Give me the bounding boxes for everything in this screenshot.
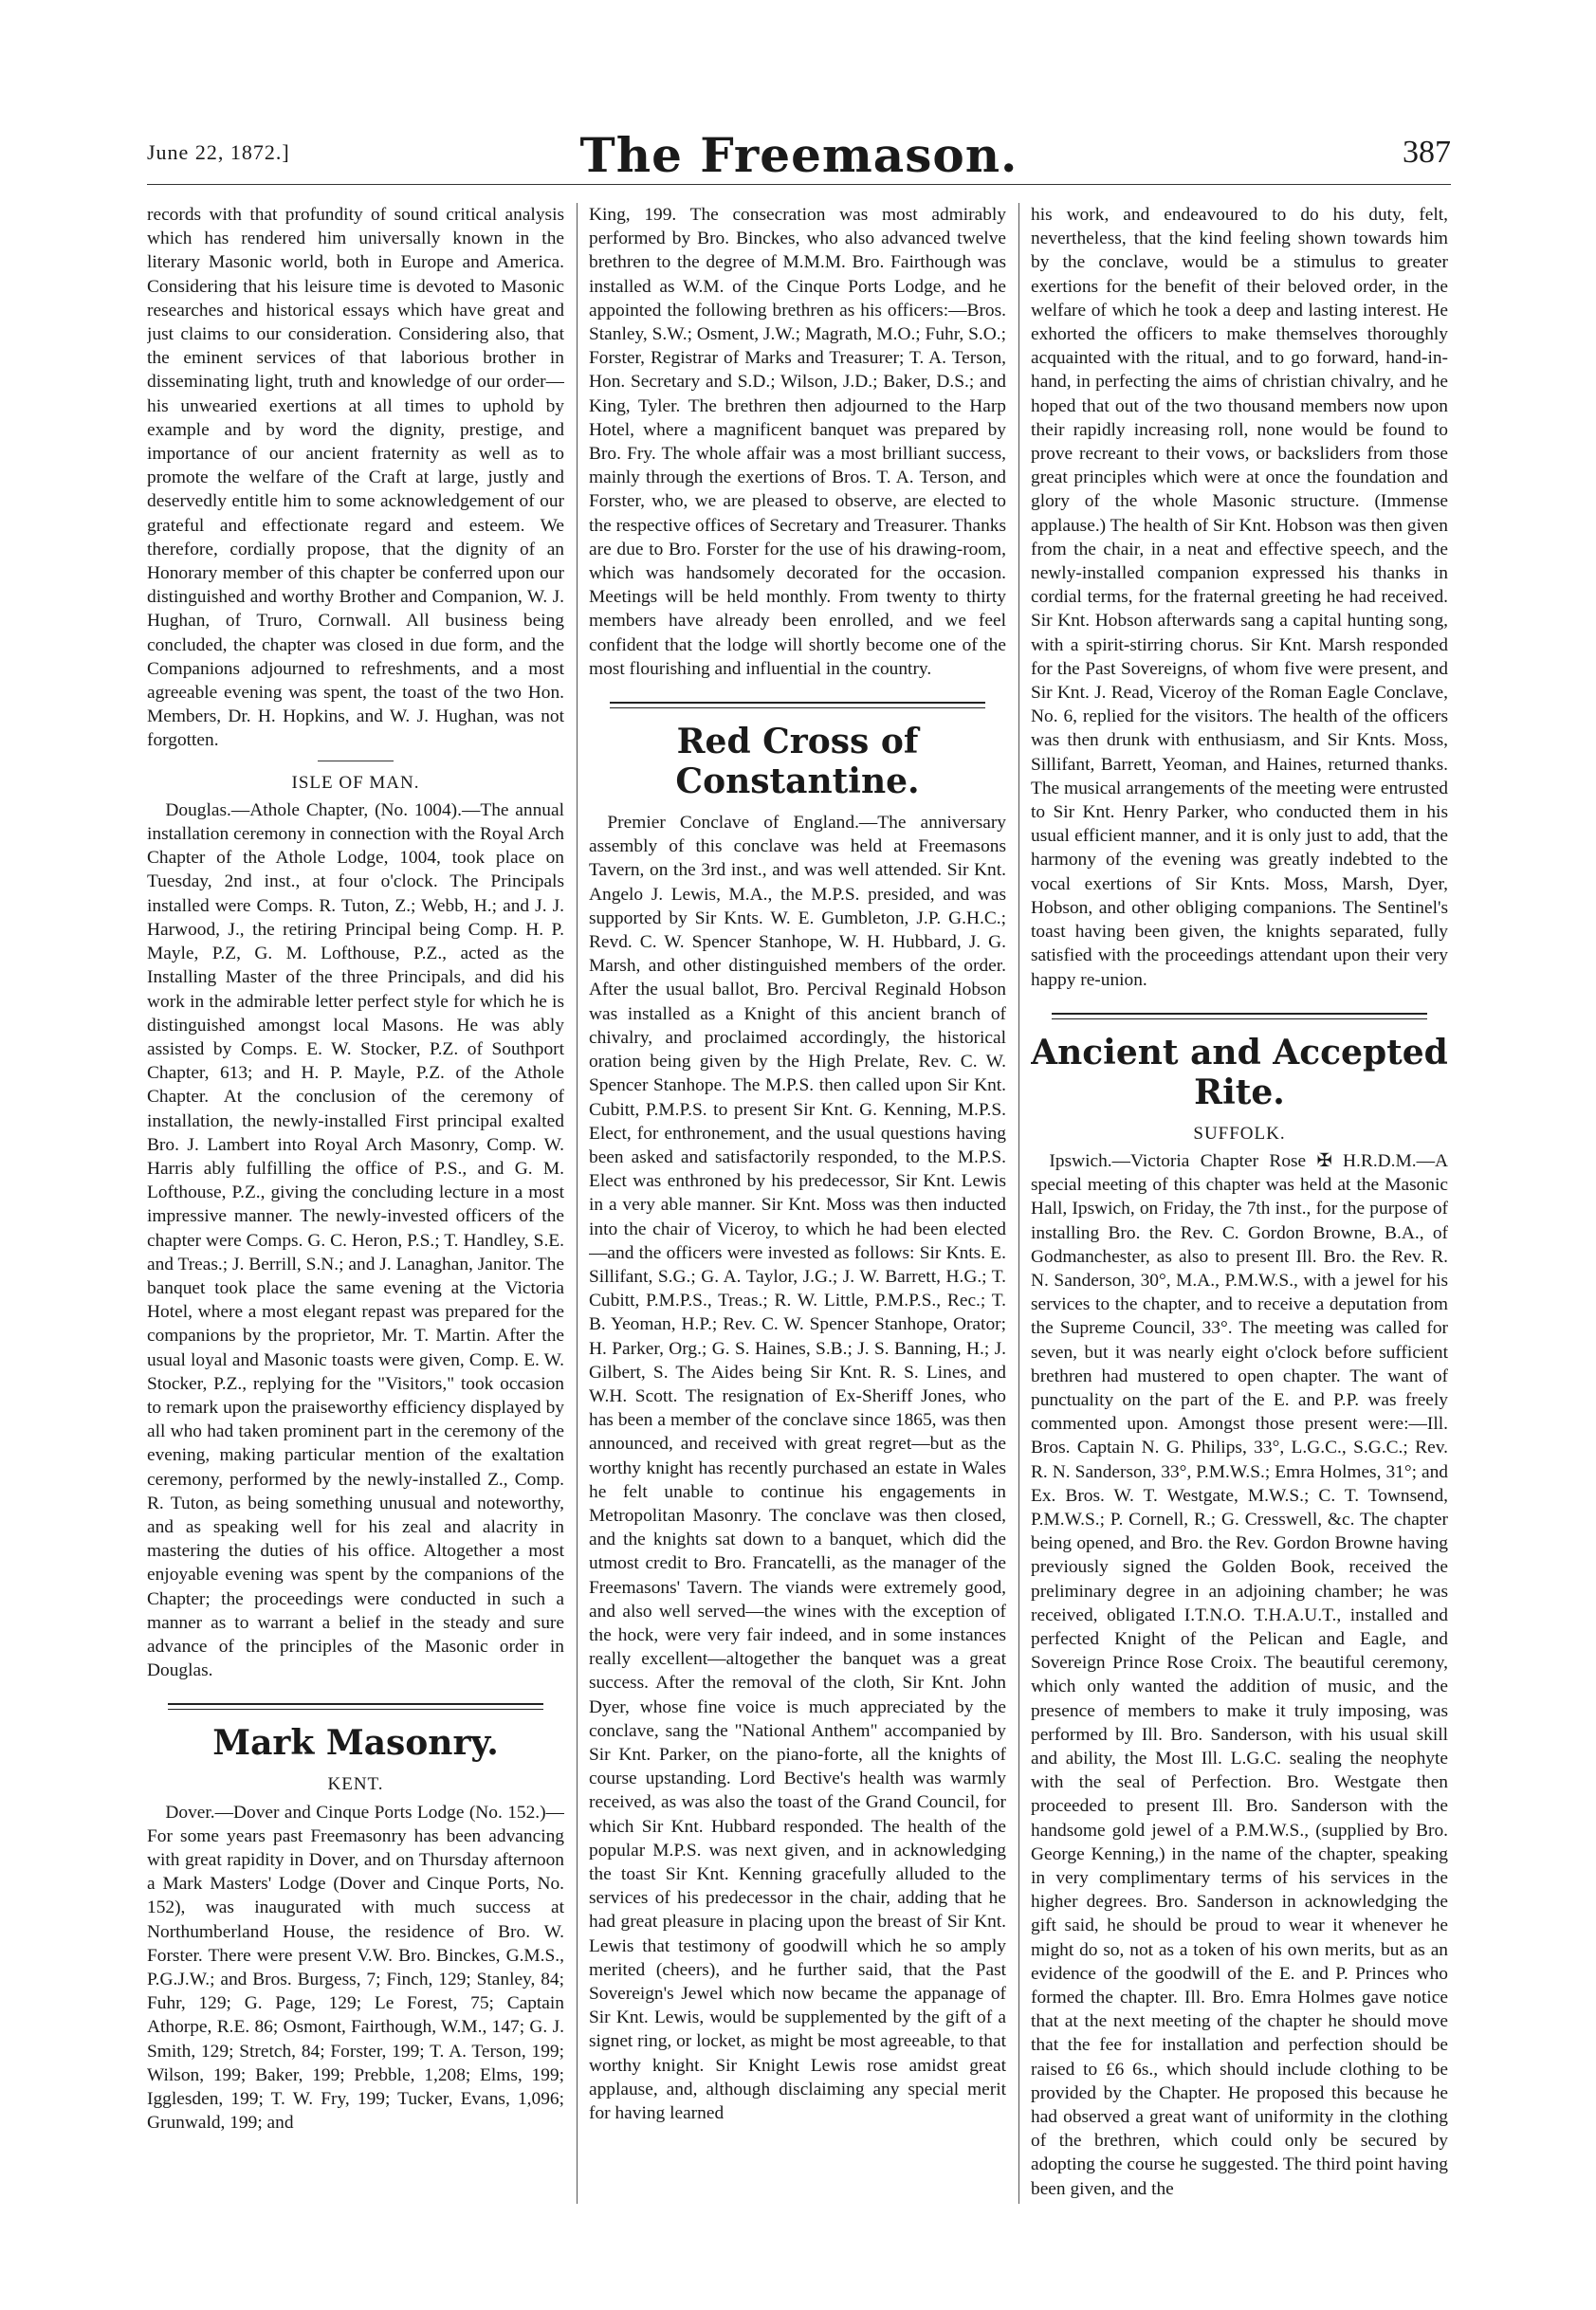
section-divider (610, 702, 985, 704)
isle-of-man-report: Douglas.—Athole Chapter, (No. 1004).—The annual installation ceremony in connection with the Royal Arch Chapter of the Athole Lodge, 1004, took place on Tuesday, 2nd inst., at four o'clock. The Principals installed were Comps. R. Tuton, Z.; Webb, H.; and J. J. Harwood, J., the retiring Principal being Comp. H. P. Mayle, P.Z, G. M. Lofthouse, P.Z., acted as the Installing Master of the three Principals, and did his work in the admirable letter perfect style for which he is distinguished amongst local Masons. He was ably assisted by Comps. E. W. Stocker, P.Z. of Southport Chapter, 613; and H. P. Mayle, P.Z. of the Athole Chapter. At the conclusion of the ceremony of installation, the newly-installed First principal exalted Bro. J. Lambert into Royal Arch Masonry, Comp. W. Harris ably fulfilling the office of P.S., and G. M. Lofthouse, P.Z., giving the concluding lecture in a most impressive manner. The newly-invested officers of the chapter were Comps. G. C. Heron, P.S.; T. Handley, S.E. and Treas.; J. Berrill, S.N.; and J. Lanaghan, Janitor. The banquet took place the same evening at the Victoria Hotel, where a most elegant repast was prepared for the companions by the proprietor, Mr. T. Martin. After the usual loyal and Masonic toasts were given, Comp. E. W. Stocker, P.Z., replying for the "Visitors," took occasion to remark upon the praiseworthy efficiency displayed by all who had taken prominent part in the ceremony of the evening, making particular mention of the exaltation ceremony, performed by the newly-installed Z., Comp. R. Tuton, as being something unusual and noteworthy, and as speaking well for his zeal and alacrity in mastering the duties of his office. Altogether a most enjoyable evening was spent by the companions of the Chapter; the proceedings were conducted in such a manner as to warrant a belief in the steady and sure advance of the principles of the Masonic order in Douglas. (147, 799, 564, 1681)
column-1 (147, 203, 564, 2204)
section-subheading-isle-of-man: ISLE OF MAN. (291, 772, 420, 793)
section-divider (610, 707, 985, 708)
column-separator (1018, 203, 1019, 2204)
section-heading-mark-masonry: Mark Masonry. (212, 1723, 499, 1764)
column-separator (577, 203, 578, 2204)
article-continuation: his work, and endeavoured to do his duty, felt, nevertheless, that the kind feeling shown towards him by the conclave, would be a stimulus to greater exertions for the benefit of their beloved order, in the welfare of which he took a deep and lasting interest. He exhorted the officers to make themselves thoroughly acquainted with the ritual, and to go forward, hand-in-hand, in perfecting the aims of christian chivalry, and he hoped that out of the two thousand members now upon their rapidly increasing roll, none would be found to prove recreant to their vows, or backsliders from those great principles which were at once the foundation and glory of the whole Masonic structure. (Immense applause.) The health of Sir Knt. Hobson was then given from the chair, in a neat and effective speech, and the newly-installed companion expressed his thanks in cordial terms, for the fraternal greeting he had received. Sir Knt. Hobson afterwards sang a capital hunting song, with a spirit-stirring chorus. Sir Knt. Marsh responded for the Past Sovereigns, of whom five were present, and Sir Knt. J. Read, Viceroy of the Roman Eagle Conclave, No. 6, replied for the visitors. The health of the officers was then drunk with enthusiasm, and Sir Knts. Moss, Sillifant, Barrett, Yeoman, and Haines, returned thanks. The musical arrangements of the meeting were entrusted to Sir Knt. Henry Parker, who conducted them in his usual efficient manner, and it is only just to add, that the harmony of the evening was greatly indebted to the vocal exertions of Sir Knts. Moss, Marsh, Dyer, Hobson, and other obliging companions. The Sentinel's toast having been given, the knights separated, fully satisfied with the proceedings attendant upon their very happy re-union. (1031, 205, 1448, 990)
issue-date: June 22, 1872.] (147, 140, 290, 164)
section-subheading-kent: KENT. (327, 1774, 384, 1795)
page-number: 387 (1403, 135, 1451, 170)
column-2 (589, 203, 1006, 2204)
header-rule (147, 184, 1451, 185)
article-continuation: records with that profundity of sound critical analysis which has rendered him universally known in the literary Masonic world, both in Europe and America. Considering that his leisure time is devoted to Masonic researches and historical essays which have great and just claims to our consideration. Considering also, that the eminent services of that laborious brother in disseminating light, truth and knowledge of our order—his unwearied exertions at all times to uphold by example and by word the dignity, prestige, and importance of our ancient fraternity as well as to promote the welfare of the Craft at large, justly and deservedly entitle him to some acknowledgement of our grateful and effectionate regard and esteem. We therefore, cordially propose, that the dignity of an Honorary member of this chapter be conferred upon our distinguished and worthy Brother and Companion, W. J. Hughan, of Truro, Cornwall. All business being concluded, the chapter was closed in due form, and the Companions adjourned to refreshments, and a most agreeable evening was spent, the toast of the two Hon. Members, Dr. H. Hopkins, and W. J. Hughan, was not forgotten. (147, 205, 564, 751)
section-heading-red-cross: Red Cross of Constantine. (675, 722, 920, 802)
section-divider (1052, 1013, 1427, 1015)
kent-report: Dover.—Dover and Cinque Ports Lodge (No. 152.)—For some years past Freemasonry has been advancing with great rapidity in Dover, and on Thursday afternoon a Mark Masters' Lodge (Dover and Cinque Ports, No. 152), was inaugurated with much success at Northumberland House, the residence of Bro. W. Forster. There were present V.W. Bro. Binckes, G.M.S., P.G.J.W.; and Bros. Burgess, 7; Finch, 129; Stanley, 84; Fuhr, 129; G. Page, 129; Le Forest, 75; Captain Athorpe, R.E. 86; Osmont, Fairthough, W.M., 147; G. J. Smith, 129; Stretch, 84; Forster, 199; T. A. Terson, 199; Wilson, 199; Baker, 199; Prebble, 1,208; Elms, 199; Igglesden, 199; T. W. Fry, 199; Tucker, Evans, 1,096; Grunwald, 199; and (147, 1802, 564, 2134)
suffolk-report: Ipswich.—Victoria Chapter Rose ✠ H.R.D.M.—A special meeting of this chapter was held at the Masonic Hall, Ipswich, on Friday, the 7th inst., for the purpose of installing Bro. the Rev. C. Gordon Browne, B.A., of Godmanchester, as also to present Ill. Bro. the Rev. R. N. Sanderson, 30°, M.A., P.M.W.S., with a jewel for his services to the chapter, and to receive a deputation from the Supreme Council, 33°. The meeting was called for seven, but it was nearly eight o'clock before sufficient brethren had mustered to open chapter. The want of punctuality on the part of the E. and P.P. was freely commented upon. Amongst those present were:—Ill. Bros. Captain N. G. Philips, 33°, L.G.C., S.G.C.; Rev. R. N. Sanderson, 33°, P.M.W.S.; Emra Holmes, 31°; and Ex. Bros. W. T. Westgate, M.W.S.; C. T. Townsend, P.M.W.S.; P. Cornell, R.; G. Cresswell, &c. The chapter being opened, and Bro. the Rev. Gordon Browne having previously signed the Golden Book, received the preliminary degree in an adjoining chamber; he was received, obligated I.T.N.O. T.H.A.U.T., installed and perfected Knight of the Pelican and Eagle, and Sovereign Prince Rose Croix. The beautiful ceremony, which only wanted the addition of music, and the presence of members to make it truly imposing, was performed by Ill. Bro. Sanderson, with his usual skill and ability, the Most Ill. L.G.C. sealing the neophyte with the seal of Perfection. Bro. Westgate then proceeded to present Ill. Bro. Sanderson with the handsome gold jewel of a P.M.W.S., (supplied by Bro. George Kenning,) in the name of the chapter, speaking in very complimentary terms of his services in the higher degrees. Bro. Sanderson in acknowledging the gift said, he should be proud to wear it whenever he might do so, not as a token of his own merits, but as an evidence of the goodwill of the E. and P. Princes who formed the chapter. Ill. Bro. Emra Holmes gave notice that at the next meeting of the chapter he should move that the fee for installation and perfection should be raised to £6 6s., which should include clothing to be provided by the Chapter. He proposed this because he had observed a great want of uniformity in the clothing of the brethren, which could only be secured by adopting the course he suggested. The third point having been given, and the (1031, 1150, 1448, 2199)
article-continuation: King, 199. The consecration was most admirably performed by Bro. Binckes, who also advanced twelve brethren to the degree of M.M.M. Bro. Fairthough was installed as W.M. of the Cinque Ports Lodge, and he appointed the following brethren as his officers:—Bros. Stanley, S.W.; Osment, J.W.; Magrath, M.O.; Fuhr, S.O.; Forster, Registrar of Marks and Treasurer; T. A. Terson, Hon. Secretary and S.D.; Wilson, J.D.; Baker, D.S.; and King, Tyler. The brethren then adjourned to the Harp Hotel, where a magnificent banquet was prepared by Bro. Fry. The whole affair was a most brilliant success, mainly through the exertions of Bros. T. A. Terson, and Forster, who, we are pleased to observe, are elected to the respective offices of Secretary and Treasurer. Thanks are due to Bro. Forster for the use of his drawing-room, which was handsomely decorated for the occasion. Meetings will be held monthly. From twenty to thirty members have already been enrolled, and we feel confident that the lodge will shortly become one of the most flourishing and influential in the country. (589, 205, 1006, 679)
column-3 (1031, 203, 1448, 2204)
masthead-title: The Freemason. (579, 127, 1018, 183)
section-heading-ancient-accepted-rite: Ancient and Accepted Rite. (1031, 1032, 1448, 1112)
premier-conclave-report: Premier Conclave of England.—The anniversary assembly of this conclave was held at Freemasons Tavern, on the 3rd inst., and was well attended. Sir Knt. Angelo J. Lewis, M.A., the M.P.S. presided, and was supported by Sir Knts. W. E. Gumbleton, J.P. G.H.C.; Revd. C. W. Spencer Stanhope, W. H. Hubbard, J. G. Marsh, and other distinguished members of the order. After the usual ballot, Bro. Percival Reginald Hobson was installed as a Knight of this ancient branch of chivalry, and proclaimed accordingly, the historical oration being given by the High Prelate, Rev. C. W. Spencer Stanhope. The M.P.S. then called upon Sir Knt. Cubitt, P.M.P.S. to present Sir Knt. G. Kenning, M.P.S. Elect, for enthronement, and the usual questions having been asked and satisfactorily responded, to the M.P.S. Elect was enthroned by his predecessor, Sir Knt. Lewis in a very able manner. Sir Knt. Moss was then inducted into the chair of Viceroy, to which he had been elected—and the officers were invested as follows: Sir Knts. E. Sillifant, S.G.; G. A. Taylor, J.G.; J. W. Barrett, H.G.; T. Cubitt, P.M.P.S., Treas.; R. W. Little, P.M.P.S., Rec.; T. B. Yeoman, H.P.; Rev. C. W. Spencer Stanhope, Orator; H. Parker, Org.; G. S. Haines, S.B.; J. S. Banning, H.; J. Gilbert, S. The Aides being Sir Knt. R. S. Lines, and W.H. Scott. The resignation of Ex-Sheriff Jones, who has been a member of the conclave since 1865, was then announced, and received with great regret—but as the worthy knight has recently purchased an estate in Wales he felt unable to continue his engagements in Metropolitan Masonry. The conclave was then closed, and the knights sat down to a banquet, which did the utmost credit to Bro. Francatelli, as the manager of the Freemasons' Tavern. The viands were extremely good, and also well served—the wines with the exception of the hock, were very fair indeed, and in some instances really excellent—altogether the banquet was a great success. After the removal of the cloth, Sir Knt. John Dyer, whose fine voice is much appreciated by the conclave, sang the "National Anthem" accompanied by Sir Knt. Parker, on the piano-forte, all the knights of course upstanding. Lord Bective's health was warmly received, as was also the toast of the Grand Council, for which Sir Knt. Hubbard responded. The health of the popular M.P.S. was next given, and in acknowledging the toast Sir Knt. Kenning gracefully alluded to the services of his predecessor in the chair, adding that he had great pleasure in placing upon the breast of Sir Knt. Lewis that testimony of goodwill which he so amply merited (cheers), and he further said, that the Past Sovereign's Jewel which now became the appanage of Sir Knt. Lewis, would be supplemented by the gift of a signet ring, or locket, as might be most agreeable, to that worthy knight. Sir Knight Lewis rose amidst great applause, and, although disclaiming any special merit for having learned (589, 813, 1006, 2124)
section-divider (168, 1709, 543, 1710)
page-header (147, 127, 1451, 190)
section-divider (1052, 1018, 1427, 1019)
section-subheading-suffolk: SUFFOLK. (1193, 1123, 1286, 1144)
section-divider (168, 1703, 543, 1705)
